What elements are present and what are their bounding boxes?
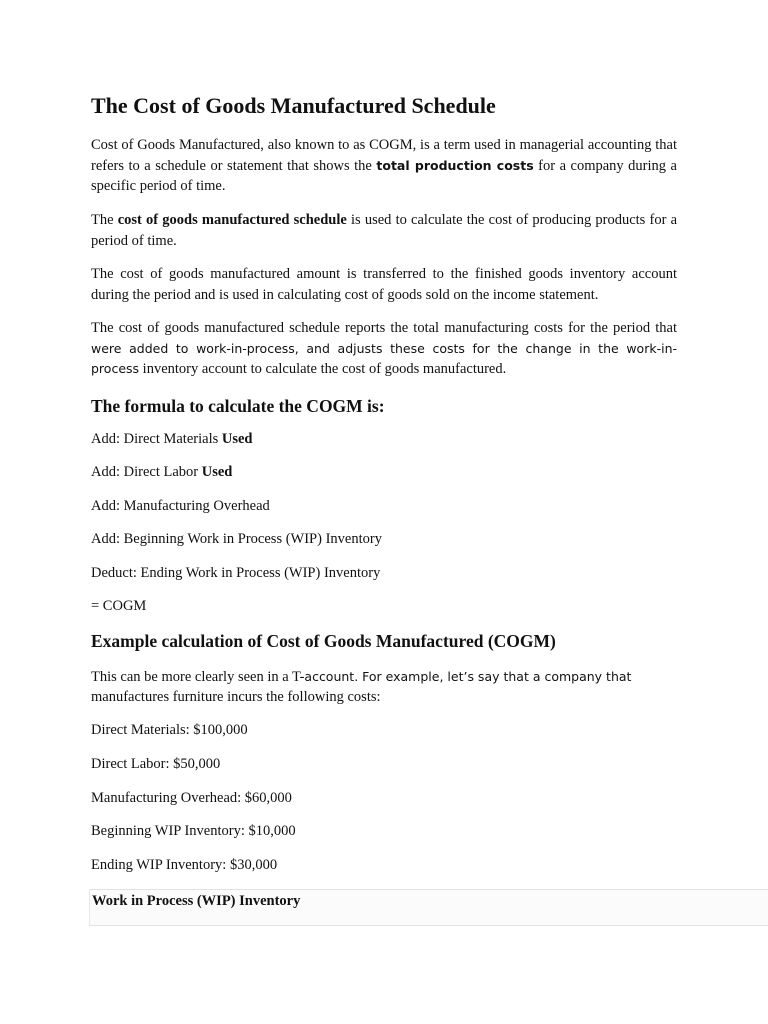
formula-line — [91, 462, 232, 482]
formula-line-text: Add: Direct Labor — [91, 464, 202, 480]
example-intro-line-2: manufactures furniture incurs the following costs: — [91, 689, 381, 705]
example-heading: Example calculation of Cost of Goods Manufactured (COGM) — [91, 631, 556, 651]
cost-item: Direct Labor: $50,000 — [91, 756, 221, 772]
report-paragraph — [91, 318, 677, 380]
report-text-end: inventory account to calculate the cost of goods manufactured. — [139, 361, 507, 377]
intro-paragraph — [91, 135, 677, 197]
formula-heading: The formula to calculate the COGM is: — [91, 396, 385, 416]
transfer-paragraph: The cost of goods manufactured amount is transferred to the finished goods inventory account during the period and is used in calculating cost of goods sold on the income statement. — [91, 266, 677, 303]
table-header: Work in Process (WIP) Inventory — [92, 893, 301, 909]
formula-line-text: Add: Beginning Work in Process (WIP) Inventory — [91, 531, 382, 547]
cost-item: Beginning WIP Inventory: $10,000 — [91, 823, 296, 839]
report-text-middle: were added to work-in-process, and adjusts these costs for the change in the work-in-process — [91, 340, 677, 376]
page-title: The Cost of Goods Manufactured Schedule — [91, 93, 496, 118]
formula-line-text: Deduct: Ending Work in Process (WIP) Inventory — [91, 565, 381, 581]
cost-item: Manufacturing Overhead: $60,000 — [91, 790, 292, 806]
formula-line — [91, 496, 270, 516]
formula-line-text: Add: Direct Materials — [91, 431, 222, 447]
formula-line-text: = COGM — [91, 598, 147, 614]
intro-text-end: for a company during a specific period of time. — [91, 157, 677, 194]
cost-item: Direct Materials: $100,000 — [91, 722, 248, 738]
report-text-start: The cost of goods manufactured schedule reports the total manufacturing costs for the period that — [91, 320, 677, 336]
formula-line-text: Add: Manufacturing Overhead — [91, 498, 270, 514]
schedule-paragraph — [91, 210, 677, 251]
intro-text-start: Cost of Goods Manufactured, also known to as COGM, is a term used in managerial accounting that refers to a schedule or statement that shows the — [91, 137, 677, 174]
formula-line — [91, 529, 382, 549]
formula-result-line — [91, 596, 146, 616]
cost-item: Ending WIP Inventory: $30,000 — [91, 857, 278, 873]
formula-line-bold: Used — [201, 464, 233, 480]
example-intro-text: This can be more clearly seen in a T- — [91, 669, 305, 685]
formula-line — [91, 429, 253, 449]
example-intro-line-1 — [91, 667, 631, 687]
schedule-text-start: The — [91, 212, 118, 228]
schedule-bold-term: cost of goods manufactured schedule — [117, 212, 347, 228]
formula-line — [91, 563, 380, 583]
wip-inventory-table — [89, 889, 768, 926]
formula-line-bold: Used — [221, 431, 253, 447]
schedule-text-end: is used to calculate the cost of producing products for a period of time. — [91, 212, 678, 249]
example-intro-sans-text: account. For example, let’s say that a company that — [304, 669, 632, 684]
intro-bold-term: total production costs — [376, 157, 534, 173]
